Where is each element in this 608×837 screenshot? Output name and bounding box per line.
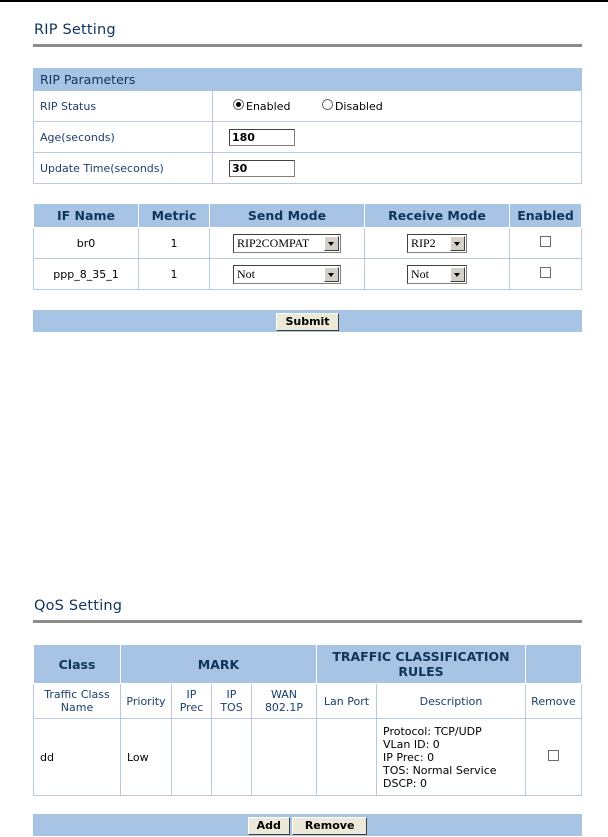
table-row: [34, 259, 582, 290]
rip-interface-header-row: [34, 204, 582, 228]
enabled-checkbox[interactable]: [540, 267, 551, 278]
send-mode-select[interactable]: [233, 234, 341, 253]
add-button[interactable]: Add: [248, 817, 290, 835]
rip-section-title: RIP Setting: [34, 22, 116, 38]
col-ip-tos: IP TOS: [212, 684, 252, 719]
col-remove-group: [526, 645, 582, 684]
table-row: [34, 719, 582, 796]
send-mode-select[interactable]: [233, 265, 341, 284]
rip-status-label: RIP Status: [34, 91, 213, 122]
receive-mode-cell: [365, 259, 510, 290]
if-name-cell: ppp_8_35_1: [34, 259, 139, 290]
qos-sub-header-row: [34, 684, 582, 719]
receive-mode-value: RIP2: [411, 235, 436, 250]
lan-port-cell: [317, 719, 377, 796]
col-mark: MARK: [121, 645, 317, 684]
ip-tos-cell: [212, 719, 252, 796]
receive-mode-value: Not: [411, 266, 429, 281]
traffic-class-name-cell: dd: [34, 719, 121, 796]
col-receive-mode: Receive Mode: [365, 204, 510, 228]
update-time-cell: [213, 153, 582, 184]
col-ip-prec: IP Prec: [172, 684, 212, 719]
age-input[interactable]: [229, 129, 295, 146]
desc-ip-prec: IP Prec: 0: [383, 750, 435, 764]
remove-button[interactable]: Remove: [292, 817, 368, 835]
send-mode-cell: [210, 228, 365, 259]
desc-protocol: Protocol: TCP/UDP: [383, 724, 482, 738]
chevron-down-icon[interactable]: [450, 236, 465, 251]
rip-status-disabled-label: Disabled: [334, 100, 383, 113]
col-if-name: IF Name: [34, 204, 139, 228]
description-cell: [377, 719, 526, 796]
metric-cell: 1: [139, 228, 210, 259]
rip-status-disabled-radio[interactable]: [322, 99, 333, 110]
send-mode-value: RIP2COMPAT: [237, 235, 310, 250]
rip-title-rule: [33, 44, 582, 47]
qos-group-header-row: [34, 645, 582, 684]
submit-button[interactable]: Submit: [276, 313, 338, 331]
wan-8021p-cell: [252, 719, 317, 796]
priority-cell: Low: [121, 719, 172, 796]
col-priority: Priority: [121, 684, 172, 719]
qos-title-rule: [33, 620, 582, 623]
update-time-input[interactable]: [229, 160, 295, 177]
age-row: [34, 122, 582, 153]
desc-vlan: VLan ID: 0: [383, 737, 440, 751]
receive-mode-select[interactable]: [407, 234, 467, 253]
rip-interface-table: [33, 203, 582, 290]
desc-tos: TOS: Normal Service: [383, 763, 497, 777]
rip-status-enabled-radio[interactable]: [233, 99, 244, 110]
if-name-cell: br0: [34, 228, 139, 259]
col-lan-port: Lan Port: [317, 684, 377, 719]
top-border: [0, 0, 608, 2]
col-class: Class: [34, 645, 121, 684]
ip-prec-cell: [172, 719, 212, 796]
chevron-down-icon[interactable]: [324, 267, 339, 282]
receive-mode-select[interactable]: [407, 265, 467, 284]
rip-status-disabled-option[interactable]: [322, 100, 383, 113]
col-enabled: Enabled: [510, 204, 582, 228]
remove-checkbox[interactable]: [548, 750, 559, 761]
age-cell: [213, 122, 582, 153]
enabled-checkbox[interactable]: [540, 236, 551, 247]
rip-status-row: [34, 91, 582, 122]
metric-cell: 1: [139, 259, 210, 290]
send-mode-value: Not: [237, 266, 255, 281]
rip-button-bar: [33, 310, 582, 332]
desc-dscp: DSCP: 0: [383, 776, 427, 790]
rip-status-enabled-option[interactable]: [233, 100, 322, 113]
chevron-down-icon[interactable]: [450, 267, 465, 282]
col-remove: Remove: [526, 684, 582, 719]
receive-mode-cell: [365, 228, 510, 259]
col-description: Description: [377, 684, 526, 719]
update-time-label: Update Time(seconds): [34, 153, 213, 184]
chevron-down-icon[interactable]: [324, 236, 339, 251]
qos-button-bar: [33, 814, 582, 836]
qos-table: [33, 644, 582, 796]
col-send-mode: Send Mode: [210, 204, 365, 228]
rip-status-options: [213, 91, 582, 122]
rip-parameters-header: RIP Parameters: [34, 69, 582, 91]
table-row: [34, 228, 582, 259]
qos-section-title: QoS Setting: [34, 598, 123, 614]
rip-status-enabled-label: Enabled: [246, 100, 291, 113]
col-metric: Metric: [139, 204, 210, 228]
rip-parameters-header-row: [34, 69, 582, 91]
update-time-row: [34, 153, 582, 184]
col-wan-8021p: WAN 802.1P: [252, 684, 317, 719]
rip-parameters-table: [33, 68, 582, 184]
enabled-cell: [510, 228, 582, 259]
remove-cell: [526, 719, 582, 796]
col-traffic-class-name: Traffic Class Name: [34, 684, 121, 719]
col-traffic-rules: TRAFFIC CLASSIFICATION RULES: [317, 645, 526, 684]
send-mode-cell: [210, 259, 365, 290]
age-label: Age(seconds): [34, 122, 213, 153]
enabled-cell: [510, 259, 582, 290]
